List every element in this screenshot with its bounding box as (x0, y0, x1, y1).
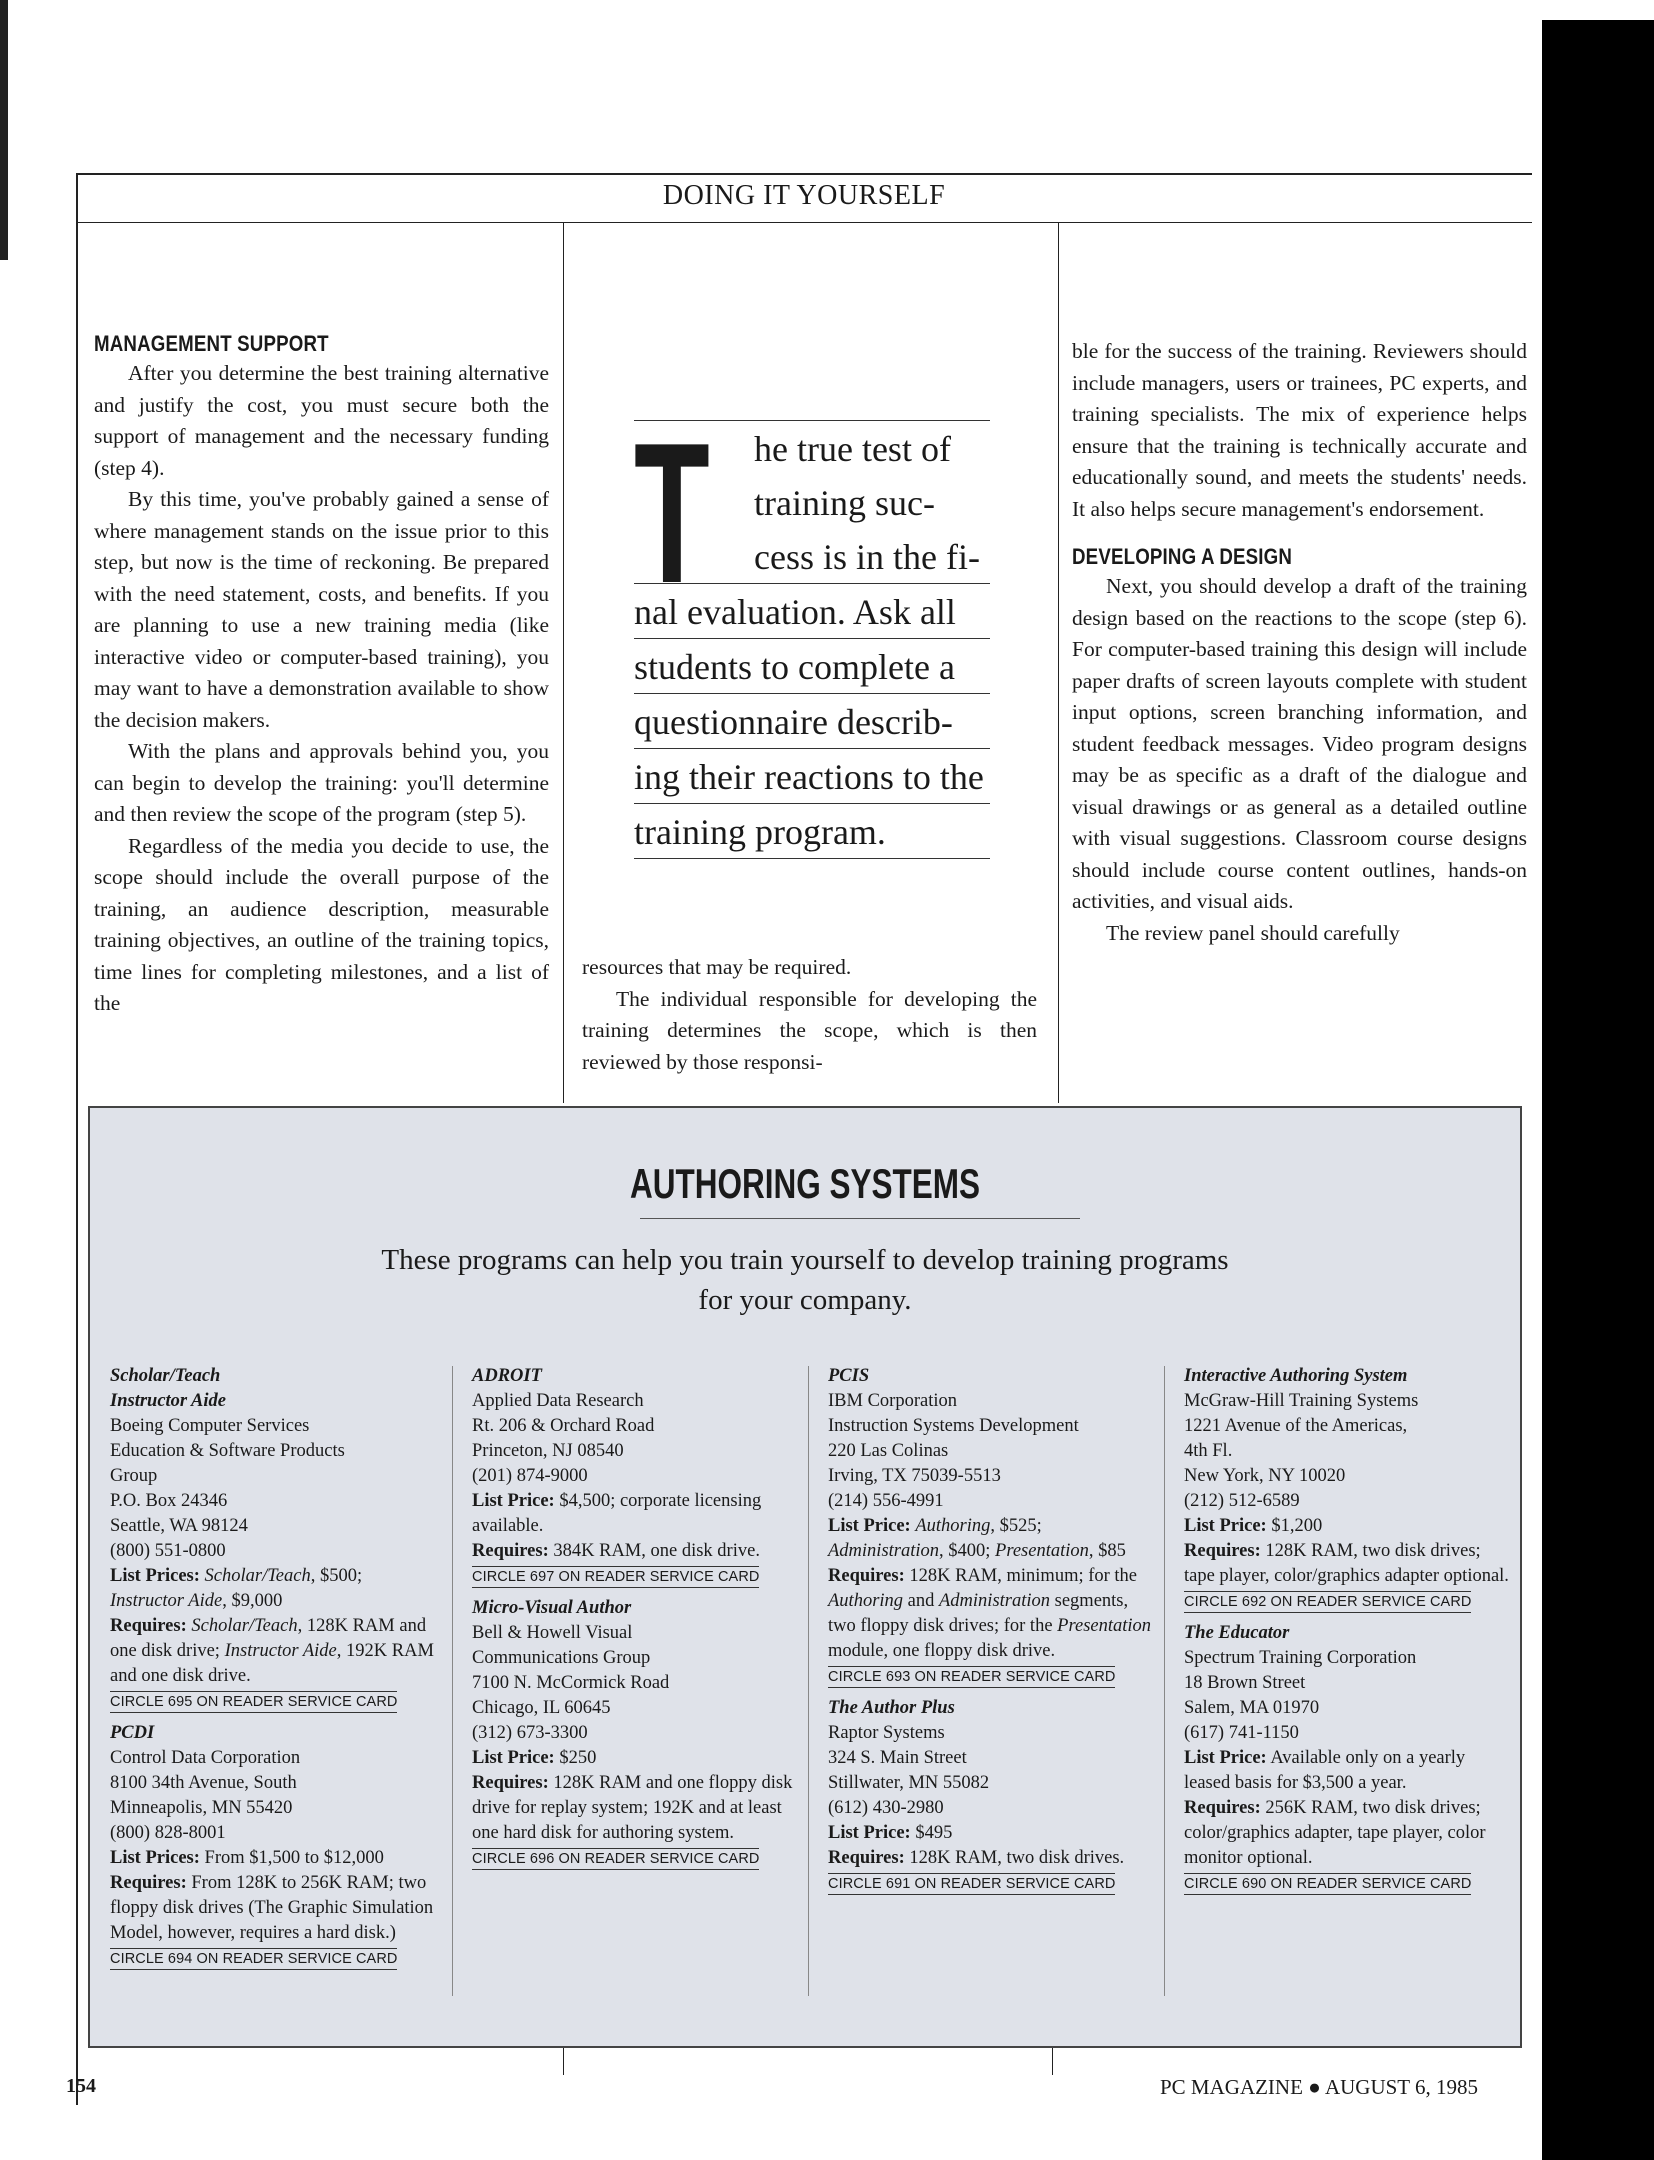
sidebar-subtitle-line: for your company. (698, 1284, 912, 1316)
column-2-paragraph: resources that may be required. (582, 955, 852, 979)
reader-service-circle: CIRCLE 696 ON READER SERVICE CARD (472, 1848, 759, 1870)
price-text: $4,500; corporate licensing available. (472, 1491, 762, 1536)
entry-address-line: IBM Corporation (828, 1391, 957, 1411)
price-text: Available only on a yearly leased basis for $3,500 a year. (1184, 1748, 1466, 1793)
heading-management-support: MANAGEMENT SUPPORT (94, 331, 329, 356)
entry-name: Micro-Visual Author (472, 1598, 632, 1618)
entry-address-line: (800) 828-8001 (110, 1823, 226, 1843)
scan-edge-right (1542, 20, 1654, 2160)
requires-text: module, one floppy disk drive. (828, 1641, 1056, 1661)
page-number: 154 (66, 2075, 96, 2097)
column-1-paragraph: After you determine the best training alternative and justify the cost, you must secure both the support of management and the necessary funding (step 4). (94, 361, 549, 480)
entry-address-line: Communications Group (472, 1648, 651, 1668)
entry-address-line: 1221 Avenue of the Americas, (1184, 1416, 1408, 1436)
entry-requirements (472, 1771, 802, 1846)
column-rule-2 (1058, 223, 1059, 1103)
frame-top-rule (76, 173, 1532, 175)
price-label: List Price: (1184, 1748, 1267, 1768)
price-text: $1,200 (1271, 1516, 1323, 1536)
requires-text: From 128K to 256K RAM; two floppy disk drives (The Graphic Simulation Model, however, requires a hard disk.) (110, 1873, 434, 1943)
column-2-paragraph: The individual responsible for developing the training determines the scope, which is then reviewed by those responsi- (582, 986, 1037, 1074)
reader-service-circle: CIRCLE 695 ON READER SERVICE CARD (110, 1691, 397, 1713)
requires-text: Administration (939, 1591, 1051, 1611)
price-text: , $9,000 (222, 1591, 283, 1611)
requires-text: Instructor Aide (224, 1641, 337, 1661)
price-label: List Prices: (110, 1566, 200, 1586)
sidebar-subtitle-line: These programs can help you train yourself to develop training programs (381, 1244, 1229, 1276)
reader-service-circle: CIRCLE 692 ON READER SERVICE CARD (1184, 1591, 1471, 1613)
reader-service-circle: CIRCLE 691 ON READER SERVICE CARD (828, 1873, 1115, 1895)
scan-edge-left (0, 0, 8, 260)
entry-address-line: (800) 551-0800 (110, 1541, 226, 1561)
column-3-paragraph: ble for the success of the training. Reviewers should include managers, users or trainees, PC experts, and training specialists. The mix of experience helps ensure that the training is technically accurate and educationally sound, and meets the students' needs. It also helps secure management's endorsement. (1072, 339, 1527, 521)
sidebar-title: AUTHORING SYSTEMS (629, 1160, 981, 1207)
frame-left-rule (76, 173, 78, 2105)
pullquote-line: he true test of (634, 420, 990, 475)
entry-price (110, 1564, 440, 1614)
entry-requirements (472, 1539, 802, 1564)
price-label: List Price: (472, 1748, 555, 1768)
entry-address-line: Princeton, NJ 08540 (472, 1441, 624, 1461)
entry-address-line: 220 Las Colinas (828, 1441, 949, 1461)
entry-address-line: Minneapolis, MN 55420 (110, 1798, 293, 1818)
header-rule (76, 222, 1532, 223)
price-text: , $400; (939, 1541, 991, 1561)
requires-text: 128K RAM and one floppy disk drive for replay system; 192K and at least one hard disk for authoring system. (472, 1773, 793, 1843)
entry-address-line: (312) 673-3300 (472, 1723, 588, 1743)
column-1 (94, 330, 549, 1020)
pullquote-line: training suc- (754, 483, 935, 523)
entry-requirements (110, 1614, 440, 1689)
entry-price (472, 1489, 802, 1539)
column-2 (582, 952, 1037, 1078)
entry-address-line: Chicago, IL 60645 (472, 1698, 611, 1718)
entry-address-line: Spectrum Training Corporation (1184, 1648, 1417, 1668)
requires-text: 128K RAM, minimum; for the (909, 1566, 1138, 1586)
price-text: , $85 (1088, 1541, 1126, 1561)
price-text: Scholar/Teach (204, 1566, 311, 1586)
entry-name: Instructor Aide (110, 1391, 226, 1411)
column-1-paragraph: Regardless of the media you decide to use, the scope should include the overall purpose of the training, an audience description, measurable training objectives, an outline of the training topics, time lines for completing milestones, and a list of the (94, 833, 549, 1015)
entry-price (1184, 1746, 1514, 1796)
pullquote-line: ing their reactions to the (634, 748, 990, 803)
sidebar-column-rule (452, 1366, 453, 1996)
sidebar-column-rule (808, 1366, 809, 1996)
pullquote-line: questionnaire describ- (634, 693, 990, 748)
requires-text: segments, two floppy disk drives; for the (828, 1591, 1129, 1636)
reader-service-circle: CIRCLE 693 ON READER SERVICE CARD (828, 1666, 1115, 1688)
requires-label: Requires: (1184, 1541, 1261, 1561)
entry-address-line: McGraw-Hill Training Systems (1184, 1391, 1419, 1411)
column-1-paragraph: By this time, you've probably gained a sense of where management stands on the issue prior to this step, but now is the time of reckoning. Be prepared with the need statement, costs, and benefits. If you are planning to use a new training media (like interactive video or computer-based training), you may want to have a demonstration available to show the decision makers. (94, 487, 549, 732)
entry-address-line: (612) 430-2980 (828, 1798, 944, 1818)
entry-address-line: Boeing Computer Services (110, 1416, 310, 1436)
price-text: , $500; (310, 1566, 363, 1586)
requires-text: , 128K RAM and one disk drive; (110, 1616, 427, 1661)
entry-adroit (472, 1364, 802, 1878)
price-label: List Price: (828, 1516, 911, 1536)
entry-name: PCDI (110, 1723, 155, 1743)
entry-price (828, 1821, 1158, 1846)
price-text: From $1,500 to $12,000 (204, 1848, 384, 1868)
entry-address-line: Bell & Howell Visual (472, 1623, 633, 1643)
entry-address-line: Salem, MA 01970 (1184, 1698, 1320, 1718)
running-header: DOING IT YOURSELF (662, 180, 946, 211)
price-text: Presentation (995, 1541, 1089, 1561)
requires-text: 128K RAM, two disk drives; tape player, color/graphics adapter optional. (1184, 1541, 1509, 1586)
entry-requirements (1184, 1539, 1514, 1589)
entry-price (828, 1514, 1158, 1564)
price-text: Administration (828, 1541, 940, 1561)
column-3-paragraph: The review panel should carefully (1106, 920, 1400, 945)
column-rule-2-bottom (1052, 2048, 1053, 2075)
entry-address-line: Irving, TX 75039-5513 (828, 1466, 1001, 1486)
reader-service-circle: CIRCLE 690 ON READER SERVICE CARD (1184, 1873, 1471, 1895)
entry-address-line: P.O. Box 24346 (110, 1491, 228, 1511)
sidebar-title-rule (640, 1218, 1080, 1219)
sidebar-subtitle (90, 1240, 1520, 1320)
reader-service-circle: CIRCLE 694 ON READER SERVICE CARD (110, 1948, 397, 1970)
entry-name: Interactive Authoring System (1184, 1366, 1408, 1386)
entry-requirements (828, 1564, 1158, 1664)
price-text: Authoring (915, 1516, 991, 1536)
entry-address-line: 18 Brown Street (1184, 1673, 1306, 1693)
price-text: , $525; (990, 1516, 1042, 1536)
entry-address-line: Control Data Corporation (110, 1748, 301, 1768)
pullquote-line: students to complete a (634, 638, 990, 693)
entry-address-line: 4th Fl. (1184, 1441, 1233, 1461)
entry-pcis (828, 1364, 1158, 1903)
entry-address-line: Group (110, 1466, 158, 1486)
entry-name: ADROIT (472, 1366, 542, 1386)
column-1-paragraph: With the plans and approvals behind you, you can begin to develop the training: you'll determine and then review the scope of the program (step 5). (94, 739, 549, 826)
entry-interactive-authoring-system (1184, 1364, 1514, 1903)
entry-scholar-teach (110, 1364, 440, 1978)
requires-label: Requires: (110, 1616, 187, 1636)
entry-address-line: 324 S. Main Street (828, 1748, 967, 1768)
requires-text: 384K RAM, one disk drive. (553, 1541, 760, 1561)
authoring-systems-sidebar (88, 1106, 1522, 2048)
entry-name: PCIS (828, 1366, 870, 1386)
requires-label: Requires: (472, 1541, 549, 1561)
column-3-paragraph: Next, you should develop a draft of the training design based on the reactions to the scope (step 6). For computer-based training this design will include paper drafts of screen layouts complete with student input options, screen branching information, and student feedback messages. Video program designs may be as specific as a draft of the dialogue and visual drawings or as general as a detailed outline with visual suggestions. Classroom course designs should include course content outlines, hands-on activities, and visual aids. (1072, 574, 1527, 913)
entry-address-line: Stillwater, MN 55082 (828, 1773, 990, 1793)
requires-text: 256K RAM, two disk drives; color/graphics adapter, tape player, color monitor optional. (1184, 1798, 1486, 1868)
pullquote-line: cess is in the fi- (754, 537, 980, 577)
entry-price (110, 1846, 440, 1871)
publication-line: PC MAGAZINE ● AUGUST 6, 1985 (1160, 2075, 1478, 2099)
requires-text: 128K RAM, two disk drives. (909, 1848, 1125, 1868)
pullquote (634, 402, 990, 859)
entry-address-line: Seattle, WA 98124 (110, 1516, 248, 1536)
requires-label: Requires: (1184, 1798, 1261, 1818)
entry-address-line: Rt. 206 & Orchard Road (472, 1416, 655, 1436)
entry-address-line: (201) 874-9000 (472, 1466, 588, 1486)
entry-address-line: (212) 512-6589 (1184, 1491, 1300, 1511)
entry-requirements (828, 1846, 1158, 1871)
requires-text: Authoring (828, 1591, 904, 1611)
entry-address-line: 7100 N. McCormick Road (472, 1673, 670, 1693)
price-text: $250 (559, 1748, 597, 1768)
column-rule-1-bottom (563, 2048, 564, 2075)
price-label: List Prices: (110, 1848, 200, 1868)
reader-service-circle: CIRCLE 697 ON READER SERVICE CARD (472, 1566, 759, 1588)
requires-text: Scholar/Teach (191, 1616, 298, 1636)
price-text: Instructor Aide (110, 1591, 223, 1611)
entry-requirements (1184, 1796, 1514, 1871)
entry-price (472, 1746, 802, 1771)
requires-label: Requires: (110, 1873, 187, 1893)
pullquote-drop-cap: T (634, 402, 710, 625)
entry-name: The Educator (1184, 1623, 1290, 1643)
entry-price (1184, 1514, 1514, 1539)
requires-text: and (907, 1591, 935, 1611)
pullquote-line: nal evaluation. Ask all (634, 583, 990, 638)
entry-name: The Author Plus (828, 1698, 955, 1718)
column-3 (1072, 336, 1527, 949)
price-label: List Price: (472, 1491, 555, 1511)
price-text: $495 (915, 1823, 953, 1843)
entry-address-line: 8100 34th Avenue, South (110, 1773, 297, 1793)
requires-label: Requires: (828, 1848, 905, 1868)
sidebar-column-rule (1164, 1366, 1165, 1996)
price-label: List Price: (828, 1823, 911, 1843)
pullquote-line: training program. (634, 803, 990, 859)
entry-address-line: Instruction Systems Development (828, 1416, 1079, 1436)
requires-text: Presentation (1057, 1616, 1152, 1636)
requires-label: Requires: (828, 1566, 905, 1586)
entry-address-line: Raptor Systems (828, 1723, 945, 1743)
entry-address-line: (214) 556-4991 (828, 1491, 944, 1511)
requires-label: Requires: (472, 1773, 549, 1793)
entry-requirements (110, 1871, 440, 1946)
heading-developing-a-design: DEVELOPING A DESIGN (1072, 544, 1293, 569)
entry-address-line: Applied Data Research (472, 1391, 644, 1411)
price-label: List Price: (1184, 1516, 1267, 1536)
entry-address-line: Education & Software Products (110, 1441, 345, 1461)
requires-text: , 192K RAM and one disk drive. (110, 1641, 434, 1686)
entry-name: Scholar/Teach (110, 1366, 221, 1386)
entry-address-line: New York, NY 10020 (1184, 1466, 1346, 1486)
column-rule-1 (563, 223, 564, 1103)
entry-address-line: (617) 741-1150 (1184, 1723, 1299, 1743)
